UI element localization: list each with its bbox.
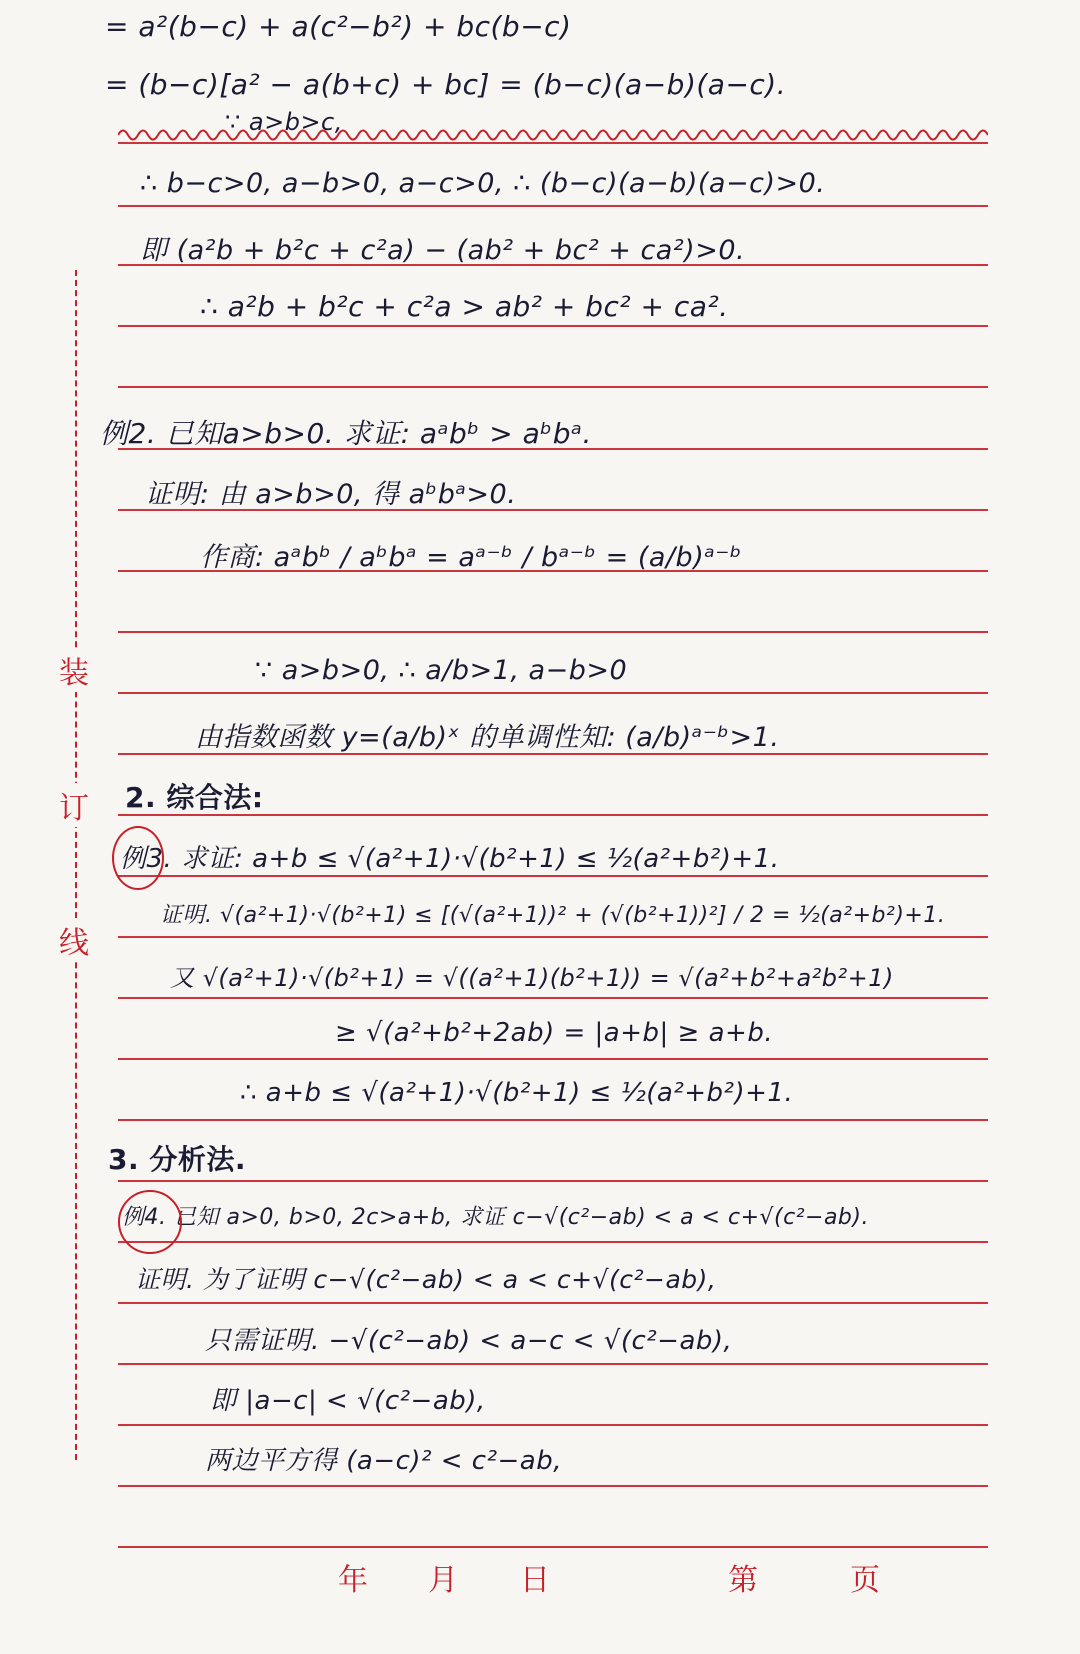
example-3-statement: 例3. 求证: a+b ≤ √(a²+1)·√(b²+1) ≤ ½(a²+b²)+1. (120, 844, 780, 874)
ruled-line (118, 1546, 988, 1548)
example-4-proof-4: 两边平方得 (a−c)² < c²−ab, (205, 1446, 563, 1476)
ruled-line (118, 997, 988, 999)
footer-number: 第 (728, 1563, 758, 1598)
ruled-line (118, 205, 988, 207)
example-2-proof-1: 证明: 由 a>b>0, 得 aᵇbᵃ>0. (145, 479, 517, 510)
ruled-line (118, 1241, 988, 1243)
example-4-statement: 例4. 已知 a>0, b>0, 2c>a+b, 求证 c−√(c²−ab) < a < c+√(c²−ab). (122, 1205, 869, 1230)
footer-year: 年 (338, 1563, 368, 1598)
ruled-line (118, 1363, 988, 1365)
ruled-line (118, 692, 988, 694)
example-2-proof-4: 由指数函数 y=(a/b)ˣ 的单调性知: (a/b)ᵃ⁻ᵇ>1. (195, 722, 780, 753)
example-3-proof-3: ≥ √(a²+b²+2ab) = |a+b| ≥ a+b. (335, 1018, 774, 1048)
ruled-line (118, 875, 988, 877)
footer-day: 日 (520, 1563, 550, 1598)
derivation-line-5: 即 (a²b + b²c + c²a) − (ab² + bc² + ca²)>0. (140, 235, 746, 266)
ruled-line (118, 631, 988, 633)
example-4-proof-1: 证明. 为了证明 c−√(c²−ab) < a < c+√(c²−ab), (135, 1265, 717, 1294)
ruled-line (118, 936, 988, 938)
derivation-line-6: ∴ a²b + b²c + c²a > ab² + bc² + ca². (200, 290, 729, 323)
binding-char-zhuang: 装 (54, 648, 94, 692)
ruled-line (118, 1058, 988, 1060)
example-3-proof-2: 又 √(a²+1)·√(b²+1) = √((a²+1)(b²+1)) = √(a²+b²+a²b²+1) (170, 964, 894, 992)
binding-char-xian: 线 (54, 918, 94, 962)
example-3-proof-1: 证明. √(a²+1)·√(b²+1) ≤ [(√(a²+1))² + (√(b²+1))²] / 2 = ½(a²+b²)+1. (160, 903, 946, 928)
example-2-proof-3: ∵ a>b>0, ∴ a/b>1, a−b>0 (255, 655, 628, 686)
example-3-proof-4: ∴ a+b ≤ √(a²+1)·√(b²+1) ≤ ½(a²+b²)+1. (240, 1078, 794, 1108)
example-4-proof-2: 只需证明. −√(c²−ab) < a−c < √(c²−ab), (205, 1326, 733, 1356)
derivation-line-3: ∵ a>b>c, (225, 108, 343, 136)
ruled-line (118, 1485, 988, 1487)
footer-page: 页 (850, 1563, 880, 1598)
ruled-line (118, 1119, 988, 1121)
example-4-proof-3: 即 |a−c| < √(c²−ab), (210, 1386, 486, 1416)
example-3-circle-mark (112, 826, 164, 890)
derivation-line-4: ∴ b−c>0, a−b>0, a−c>0, ∴ (b−c)(a−b)(a−c)>0. (140, 168, 826, 199)
binding-margin-line (75, 270, 77, 1460)
ruled-line (118, 325, 988, 327)
ruled-line (118, 1302, 988, 1304)
example-2-statement: 例2. 已知a>b>0. 求证: aᵃbᵇ > aᵇbᵃ. (100, 417, 592, 450)
section-3-heading: 3. 分析法. (108, 1143, 247, 1176)
section-2-heading: 2. 综合法: (125, 781, 264, 814)
example-2-proof-2: 作商: aᵃbᵇ / aᵇbᵃ = aᵃ⁻ᵇ / bᵃ⁻ᵇ = (a/b)ᵃ⁻ᵇ (200, 542, 743, 573)
ruled-line (118, 386, 988, 388)
ruled-line (118, 1424, 988, 1426)
derivation-line-1: = a²(b−c) + a(c²−b²) + bc(b−c) (105, 10, 572, 43)
ruled-line (118, 1180, 988, 1182)
derivation-line-2: = (b−c)[a² − a(b+c) + bc] = (b−c)(a−b)(a−c). (105, 68, 787, 101)
example-4-circle-mark (118, 1190, 182, 1254)
binding-char-ding: 订 (54, 783, 94, 827)
footer-month: 月 (428, 1563, 458, 1598)
